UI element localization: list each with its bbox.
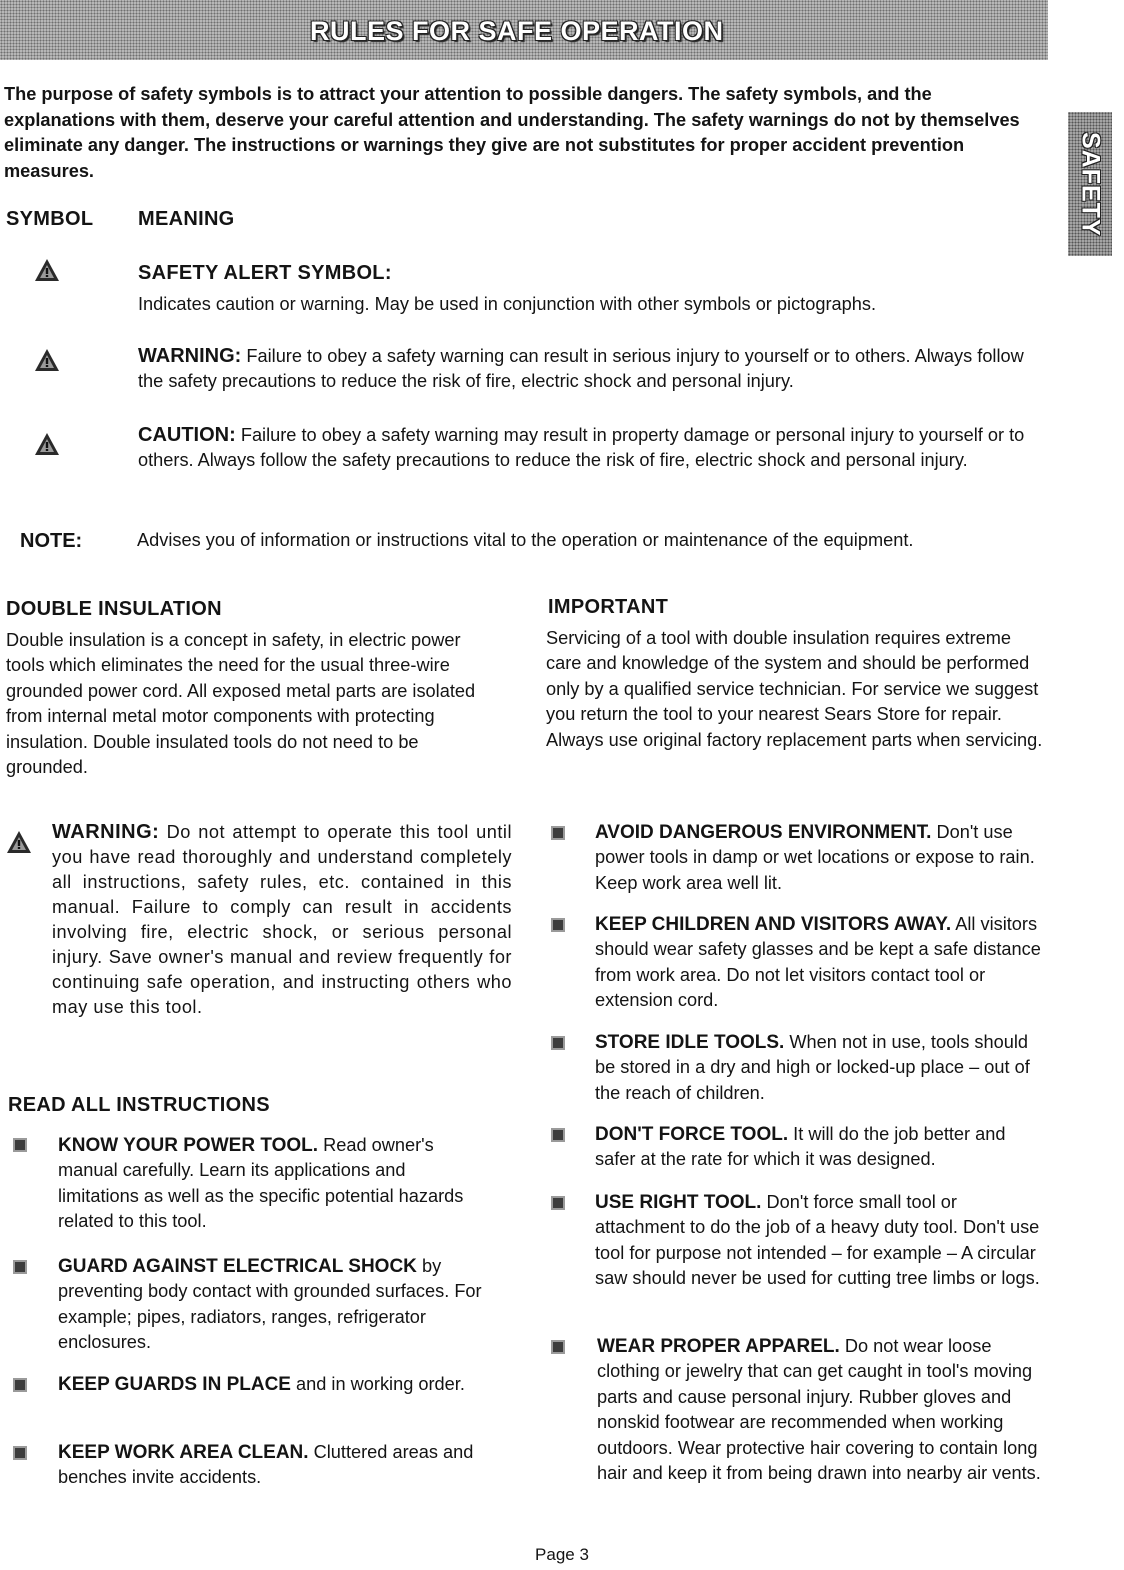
caution-definition <box>138 423 1038 474</box>
page-title: RULES FOR SAFE OPERATION <box>310 16 724 46</box>
caution-term: CAUTION: <box>138 424 236 446</box>
section-side-tab <box>1068 112 1112 256</box>
safety-alert-text: Indicates caution or warning. May be used in conjunction with other symbols or pictographs. <box>138 294 876 314</box>
warning-term: WARNING: <box>138 345 242 367</box>
list-item-head: KNOW YOUR POWER TOOL. <box>58 1135 319 1156</box>
list-item-text: Don't use power tools in damp or wet locations or expose to rain. Keep work area well lit. <box>595 822 1035 893</box>
safety-alert-term: SAFETY ALERT SYMBOL: <box>138 262 392 284</box>
note-text: Advises you of information or instructions vital to the operation or maintenance of the equipment. <box>137 530 914 550</box>
title-banner <box>0 0 1048 60</box>
warning-text: Failure to obey a safety warning can result in serious injury to yourself or to others. Always follow the safety precautions to reduce the risk of fire, electric shock and personal injury. <box>138 346 1024 392</box>
list-item-head: DON'T FORCE TOOL. <box>595 1124 789 1145</box>
meaning-column-header: MEANING <box>138 208 235 230</box>
bullet-icon <box>551 826 565 840</box>
double-insulation-heading: DOUBLE INSULATION <box>6 598 222 620</box>
bullet-icon <box>551 918 565 932</box>
list-item-head: AVOID DANGEROUS ENVIRONMENT. <box>595 822 932 843</box>
list-item <box>595 1190 1040 1292</box>
double-insulation-text: Double insulation is a concept in safety, in electric power tools which eliminates the need for the usual three-wire grounded power cord. All exposed metal parts are isolated from internal metal motor components with protecting insulation. Double insulated tools do not need to be grounded. <box>6 630 476 778</box>
list-item <box>597 1334 1042 1486</box>
caution-icon <box>34 432 60 456</box>
list-item-text: and in working order. <box>296 1374 465 1394</box>
list-item-head: GUARD AGAINST ELECTRICAL SHOCK <box>58 1256 417 1277</box>
warning-icon <box>34 348 60 372</box>
important-text: Servicing of a tool with double insulation requires extreme care and knowledge of the system and should be performed only by a qualified service technician. For service we suggest you return the tool to your nearest Sears Store for repair. Always use original factory replacement parts when servicing. <box>546 628 1043 750</box>
note-label: NOTE: <box>20 530 83 552</box>
list-item-head: WEAR PROPER APPAREL. <box>597 1336 840 1357</box>
bullet-icon <box>13 1446 27 1460</box>
safety-alert-icon <box>34 258 60 282</box>
list-item <box>58 1440 498 1491</box>
list-item-text: Cluttered areas and benches invite accidents. <box>58 1442 474 1488</box>
list-item-text: All visitors should wear safety glasses and be kept a safe distance from work area. Do not let visitors contact tool or extension cord. <box>595 914 1041 1011</box>
list-item-text: Do not wear loose clothing or jewelry that can get caught in tool's moving parts and cause personal injury. Rubber gloves and nonskid footwear are recommended when working outdoors. Wear protective hair covering to contain long hair and keep it from being drawn into nearby air vents. <box>597 1336 1041 1484</box>
bullet-icon <box>551 1196 565 1210</box>
operate-warning-text: Do not attempt to operate this tool until you have read thoroughly and understand completely all instructions, safety rules, etc. contained in this manual. Failure to comply can result in accidents involving fire, electric shock, or serious personal injury. Save owner's manual and review frequently for continuing safe operation, and instructing others who may use this tool. <box>52 822 513 1017</box>
list-item <box>58 1254 503 1356</box>
bullet-icon <box>551 1036 565 1050</box>
list-item-head: KEEP WORK AREA CLEAN. <box>58 1442 309 1463</box>
list-item-head: KEEP CHILDREN AND VISITORS AWAY. <box>595 914 952 935</box>
list-item <box>595 912 1055 1014</box>
side-tab-label: SAFETY <box>1076 131 1105 237</box>
list-item-head: KEEP GUARDS IN PLACE <box>58 1374 291 1395</box>
operate-warning <box>52 820 512 1020</box>
bullet-icon <box>551 1340 565 1354</box>
intro-paragraph: The purpose of safety symbols is to attract your attention to possible dangers. The safety symbols, and the explanations with them, deserve your careful attention and understanding. The safety warnings do not by themselves eliminate any danger. The instructions or warnings they give are not substitutes for proper accident prevention measures. <box>4 84 1020 181</box>
bullet-icon <box>551 1128 565 1142</box>
list-item <box>58 1372 478 1397</box>
list-item-text: It will do the job better and safer at the rate for which it was designed. <box>595 1124 1006 1170</box>
list-item <box>58 1133 488 1235</box>
list-item <box>595 1122 1040 1173</box>
read-all-heading: READ ALL INSTRUCTIONS <box>8 1094 270 1116</box>
bullet-icon <box>13 1260 27 1274</box>
list-item-text: When not in use, tools should be stored in a dry and high or locked-up place – out of the reach of children. <box>595 1032 1030 1103</box>
bullet-icon <box>13 1138 27 1152</box>
list-item <box>595 820 1035 896</box>
bullet-icon <box>13 1378 27 1392</box>
symbol-column-header: SYMBOL <box>6 208 94 230</box>
important-heading: IMPORTANT <box>548 596 669 618</box>
operate-warning-term: WARNING: <box>52 821 160 843</box>
list-item-head: STORE IDLE TOOLS. <box>595 1032 785 1053</box>
warning-definition <box>138 344 1038 395</box>
list-item <box>595 1030 1040 1106</box>
page-number: Page 3 <box>535 1545 589 1564</box>
list-item-text: Don't force small tool or attachment to do the job of a heavy duty tool. Don't use tool for purpose not intended – for example – A circular saw should never be used for cutting tree limbs or logs. <box>595 1192 1040 1289</box>
list-item-text: by preventing body contact with grounded surfaces. For example; pipes, radiators, ranges, refrigerator enclosures. <box>58 1256 482 1353</box>
warning-block-icon <box>6 830 32 854</box>
caution-text: Failure to obey a safety warning may result in property damage or personal injury to yourself or to others. Always follow the safety precautions to reduce the risk of fire, electric shock and personal injury. <box>138 425 1025 471</box>
list-item-text: Read owner's manual carefully. Learn its applications and limitations as well as the specific potential hazards related to this tool. <box>58 1135 464 1232</box>
list-item-head: USE RIGHT TOOL. <box>595 1192 762 1213</box>
